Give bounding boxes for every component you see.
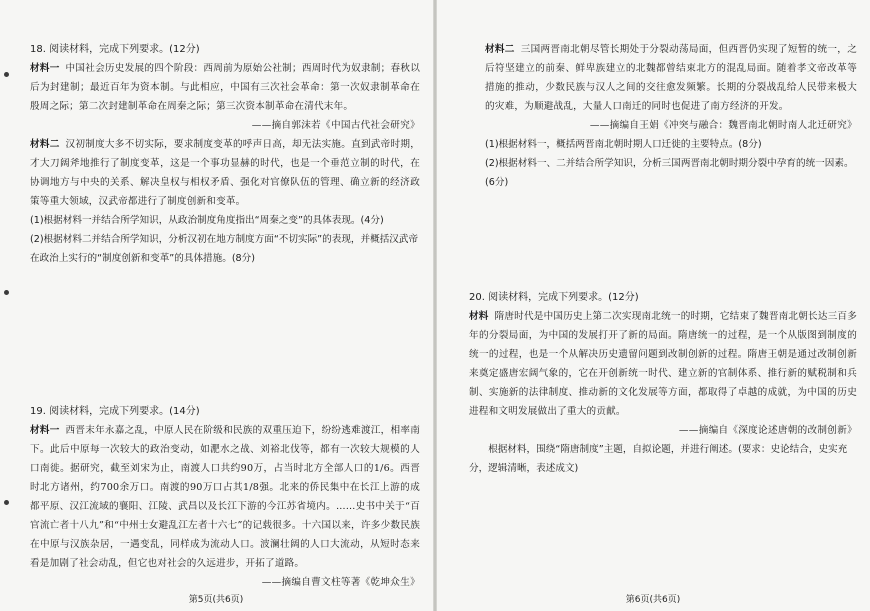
material-label: 材料二 [30,139,60,150]
binding-hole [4,290,9,295]
material-text: 隋唐时代是中国历史上第二次实现南北统一的时期，它结束了魏晋南北朝长达三百多年的分裂局面，为中国的发展打开了新的局面。隋唐统一的过程，是一个从版图到制度的统一的过程，也是一个从解决历史遗留问题到改制创新的过程。隋唐王朝是通过改制创新来奠定盛唐宏阔气象的，它在开创新统一时代、建立新的官制体系、推行新的赋税制和兵制、实施新的法律制度、推动新的文化发展等方面，都取得了卓越的成就，为中国的历史进程和文明发展做出了重大的贡献。 [469,311,857,417]
material-text: 三国两晋南北朝尽管长期处于分裂动荡局面，但西晋仍实现了短暂的统一，之后符坚建立的前秦、鲜卑族建立的北魏都曾结束北方的混乱局面。随着孝文帝改革等措施的推动，少数民族与汉人之间的交往愈发频繁。长期的分裂战乱给人民带来极大的灾难，为顺避战乱，大量人口南迁的同时也促进了南方经济的开发。 [485,44,857,112]
q18-material-1-source: ——摘自郭沫若《中国古代社会研究》 [251,120,420,131]
question-20 [469,288,857,478]
q18-subquestion-2: (2)根据材料二并结合所学知识，分析汉初在地方制度方面“不切实际”的表现，并概括汉武帝在政治上实行的“制度创新和变革”的具体措施。(8分) [30,234,419,264]
material-text: 西晋末年永嘉之乱，中原人民在阶级和民族的双重压迫下，纷纷逃难渡江，相率南下。此后中原每一次较大的政治变动，如淝水之战、刘裕北伐等，都有一次较大规模的人口南徙。据研究，截至刘宋为止，南渡人口共约90万，占当时北方全部人口的1/6。西晋时北方诸州，约700余万口。南渡的90万口占其1/8强。北来的侨民集中在长江上游的成都平原、汉江流域的襄阳、江陵、武昌以及长江下游的今江苏省境内。……史书中关于“百官流亡者十八九”和“中州士女避乱江左者十六七”的记载很多。十六国以来，许多少数民族在中原与汉族杂居，一遇变乱，同样成为流动人口。波澜壮阔的人口大流动，从短时态来看是加剧了社会动乱，但它也对社会的久远进步，开拓了道路。 [30,425,420,569]
question-19-continued [485,40,857,192]
q20-task: 根据材料，围绕“隋唐制度”主题，自拟论题，并进行阐述。(要求：史论结合，史实充分，逻辑清晰，表述成文) [469,444,848,474]
q19-subquestion-1: (1)根据材料一，概括两晋南北朝时期人口迁徙的主要特点。(8分) [485,139,762,150]
material-text: 中国社会历史发展的四个阶段：西周前为原始公社制；西周时代为奴隶制；春秋以后为封建制；最近百年为资本制。与此相应，中国有三次社会革命：第一次奴隶制革命在殷周之际；第二次封建制革命在周秦之际；第三次资本制革命在清代末年。 [30,63,420,112]
page-number: 第5页(共6页) [188,595,244,605]
question-20-header: 20. 阅读材料，完成下列要求。(12分) [469,292,639,303]
right-page [437,0,870,611]
material-label: 材料 [469,311,489,322]
question-18-header: 18. 阅读材料，完成下列要求。(12分) [30,44,200,55]
left-page [0,0,433,611]
material-label: 材料一 [30,425,60,436]
q19-material-2-source: ——摘编自王娟《冲突与融合：魏晋南北朝时南人北迁研究》 [589,120,857,131]
q18-material-2 [30,135,420,211]
material-label: 材料一 [30,63,60,74]
material-text: 汉初制度大多不切实际，要求制度变革的呼声日高，却无法实施。直到武帝时期，才大刀阔斧地推行了制度变革，这是一个事功显赫的时代，也是一个垂范立制的时代，在协调地方与中央的关系、解决皇权与相权矛盾、强化对官僚队伍的管理、确立新的经济政策等重大领域，汉武帝都进行了制度创新和变革。 [30,139,420,207]
q19-material-1 [30,421,420,573]
page-number: 第6页(共6页) [625,595,681,605]
q18-subquestion-1: (1)根据材料一并结合所学知识，从政治制度角度指出“周秦之变”的具体表现。(4分) [30,215,384,226]
q18-material-1 [30,59,420,116]
binding-hole [4,72,9,77]
material-label: 材料二 [485,44,515,55]
q19-subquestion-2: (2)根据材料一、二并结合所学知识，分析三国两晋南北朝时期分裂中孕育的统一因素。(6分) [485,158,854,188]
binding-hole [4,500,9,505]
question-19 [30,402,420,592]
q20-material [469,307,857,421]
question-18 [30,40,420,268]
q20-material-source: ——摘编自《深度论述唐朝的改制创新》 [678,425,857,436]
q19-material-1-source: ——摘编自曹文柱等著《乾坤众生》 [261,577,420,588]
question-19-header: 19. 阅读材料，完成下列要求。(14分) [30,406,200,417]
q19-material-2 [485,40,857,116]
